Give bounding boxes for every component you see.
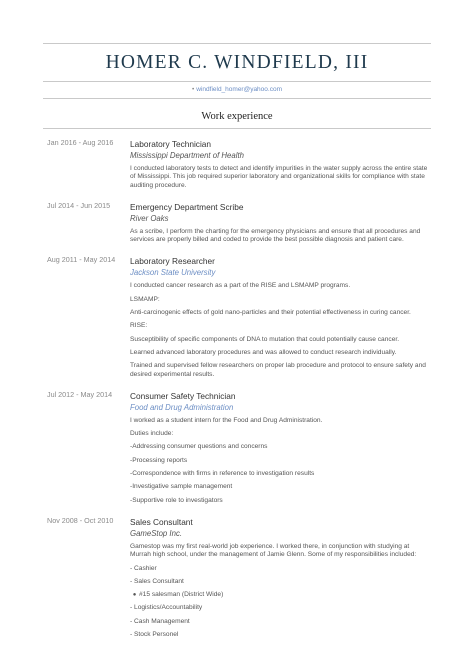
entry-paragraph: I conducted cancer research as a part of the RISE and LSMAMP programs.: [130, 282, 351, 290]
entry-content: [130, 138, 430, 190]
top-divider: [43, 43, 431, 44]
entry-dates: Jul 2014 - Jun 2015: [47, 200, 111, 210]
experience-entry: [0, 516, 474, 639]
entry-content: [130, 255, 430, 378]
entry-organization-link[interactable]: Jackson State University: [130, 268, 216, 278]
entry-paragraph: - Cashier: [130, 564, 157, 572]
entry-content: [130, 201, 430, 245]
entry-description: I conducted laboratory tests to detect and identify impurities in the water supply across the entire state of Mississippi. This job required superior laboratory and organizational skills for compliance with state auditing procedure.: [130, 165, 428, 189]
entry-paragraph: -Addressing consumer questions and concerns: [130, 443, 268, 451]
entry-paragraph: -Supportive role to investigators: [130, 496, 223, 504]
entry-paragraph: RISE:: [130, 322, 148, 330]
entry-organization: Mississippi Department of Health: [130, 151, 244, 160]
entry-paragraph: -Correspondence with firms in reference to investigation results: [130, 470, 315, 478]
entry-paragraph: - Sales Consultant: [130, 577, 184, 585]
experience-entry: [0, 138, 474, 190]
contact-divider: [43, 98, 431, 99]
candidate-name: HOMER C. WINDFIELD, III: [105, 52, 369, 73]
entry-paragraph: Duties include:: [130, 430, 174, 438]
entry-dates: Aug 2011 - May 2014: [47, 255, 116, 265]
entry-description: As a scribe, I perform the charting for the emergency physicians and ensure that all procedures and services are properly billed and coded to provide the best possible diagnosis and patient care.: [130, 227, 421, 244]
entry-paragraph: Anti-carcinogenic effects of gold nano-particles and their potential effectiveness in curing cancer.: [130, 309, 411, 317]
experience-entry: [0, 390, 474, 505]
email-link[interactable]: windfield_homer@yahoo.com: [196, 86, 282, 93]
bullet-icon: •: [191, 86, 195, 93]
entry-organization: GameStop Inc.: [130, 528, 183, 538]
bullet-dot-icon: ●: [132, 592, 137, 599]
entry-paragraph: - Stock Personel: [130, 631, 179, 639]
entry-title: Laboratory Technician: [130, 139, 212, 149]
entry-dates: Nov 2008 - Oct 2010: [47, 515, 114, 525]
section-title: Work experience: [201, 111, 273, 122]
entry-title: Emergency Department Scribe: [130, 201, 244, 212]
bullet-item: [130, 591, 430, 599]
entry-title: Consumer Safety Technician: [130, 390, 236, 401]
entry-paragraph: Susceptibility of specific components of DNA to mutation that could potentially cause cancer.: [130, 335, 400, 343]
experience-entry: [0, 201, 474, 245]
entry-content: [130, 390, 430, 505]
name-divider: [43, 81, 431, 82]
section-divider: [43, 128, 431, 129]
entry-paragraph: -Investigative sample management: [130, 483, 233, 491]
entry-dates: Jan 2016 - Aug 2016: [47, 138, 114, 147]
entry-organization-link[interactable]: Food and Drug Administration: [130, 402, 234, 412]
entry-paragraph: LSMAMP:: [130, 295, 160, 303]
entry-paragraph: Trained and supervised fellow researchers on proper lab procedure and protocol to ensure safety and desired experimental results.: [130, 362, 426, 378]
work-experience-list: [0, 138, 474, 650]
entry-paragraph: - Cash Management: [130, 617, 190, 625]
entry-paragraph: Learned advanced laboratory procedures and was allowed to conduct research individually.: [130, 348, 397, 356]
entry-paragraph: - Logistics/Accountability: [130, 604, 203, 612]
entry-content: [130, 516, 430, 639]
experience-entry: [0, 255, 474, 378]
entry-paragraph: Gamestop was my first real-world job experience. I worked there, in conjunction with studying at Murrah high school, under the management of Jamie Glenn. Some of my responsibilities included:: [130, 542, 417, 559]
entry-title: Sales Consultant: [130, 516, 193, 527]
entry-paragraph: I worked as a student intern for the Food and Drug Administration.: [130, 416, 323, 424]
contact-line: [0, 86, 474, 93]
entry-paragraph: -Processing reports: [130, 456, 188, 464]
entry-dates: Jul 2012 - May 2014: [47, 389, 113, 399]
bullet-text: #15 salesman (District Wide): [139, 591, 224, 599]
entry-organization: River Oaks: [130, 213, 169, 223]
entry-title: Laboratory Researcher: [130, 256, 215, 267]
